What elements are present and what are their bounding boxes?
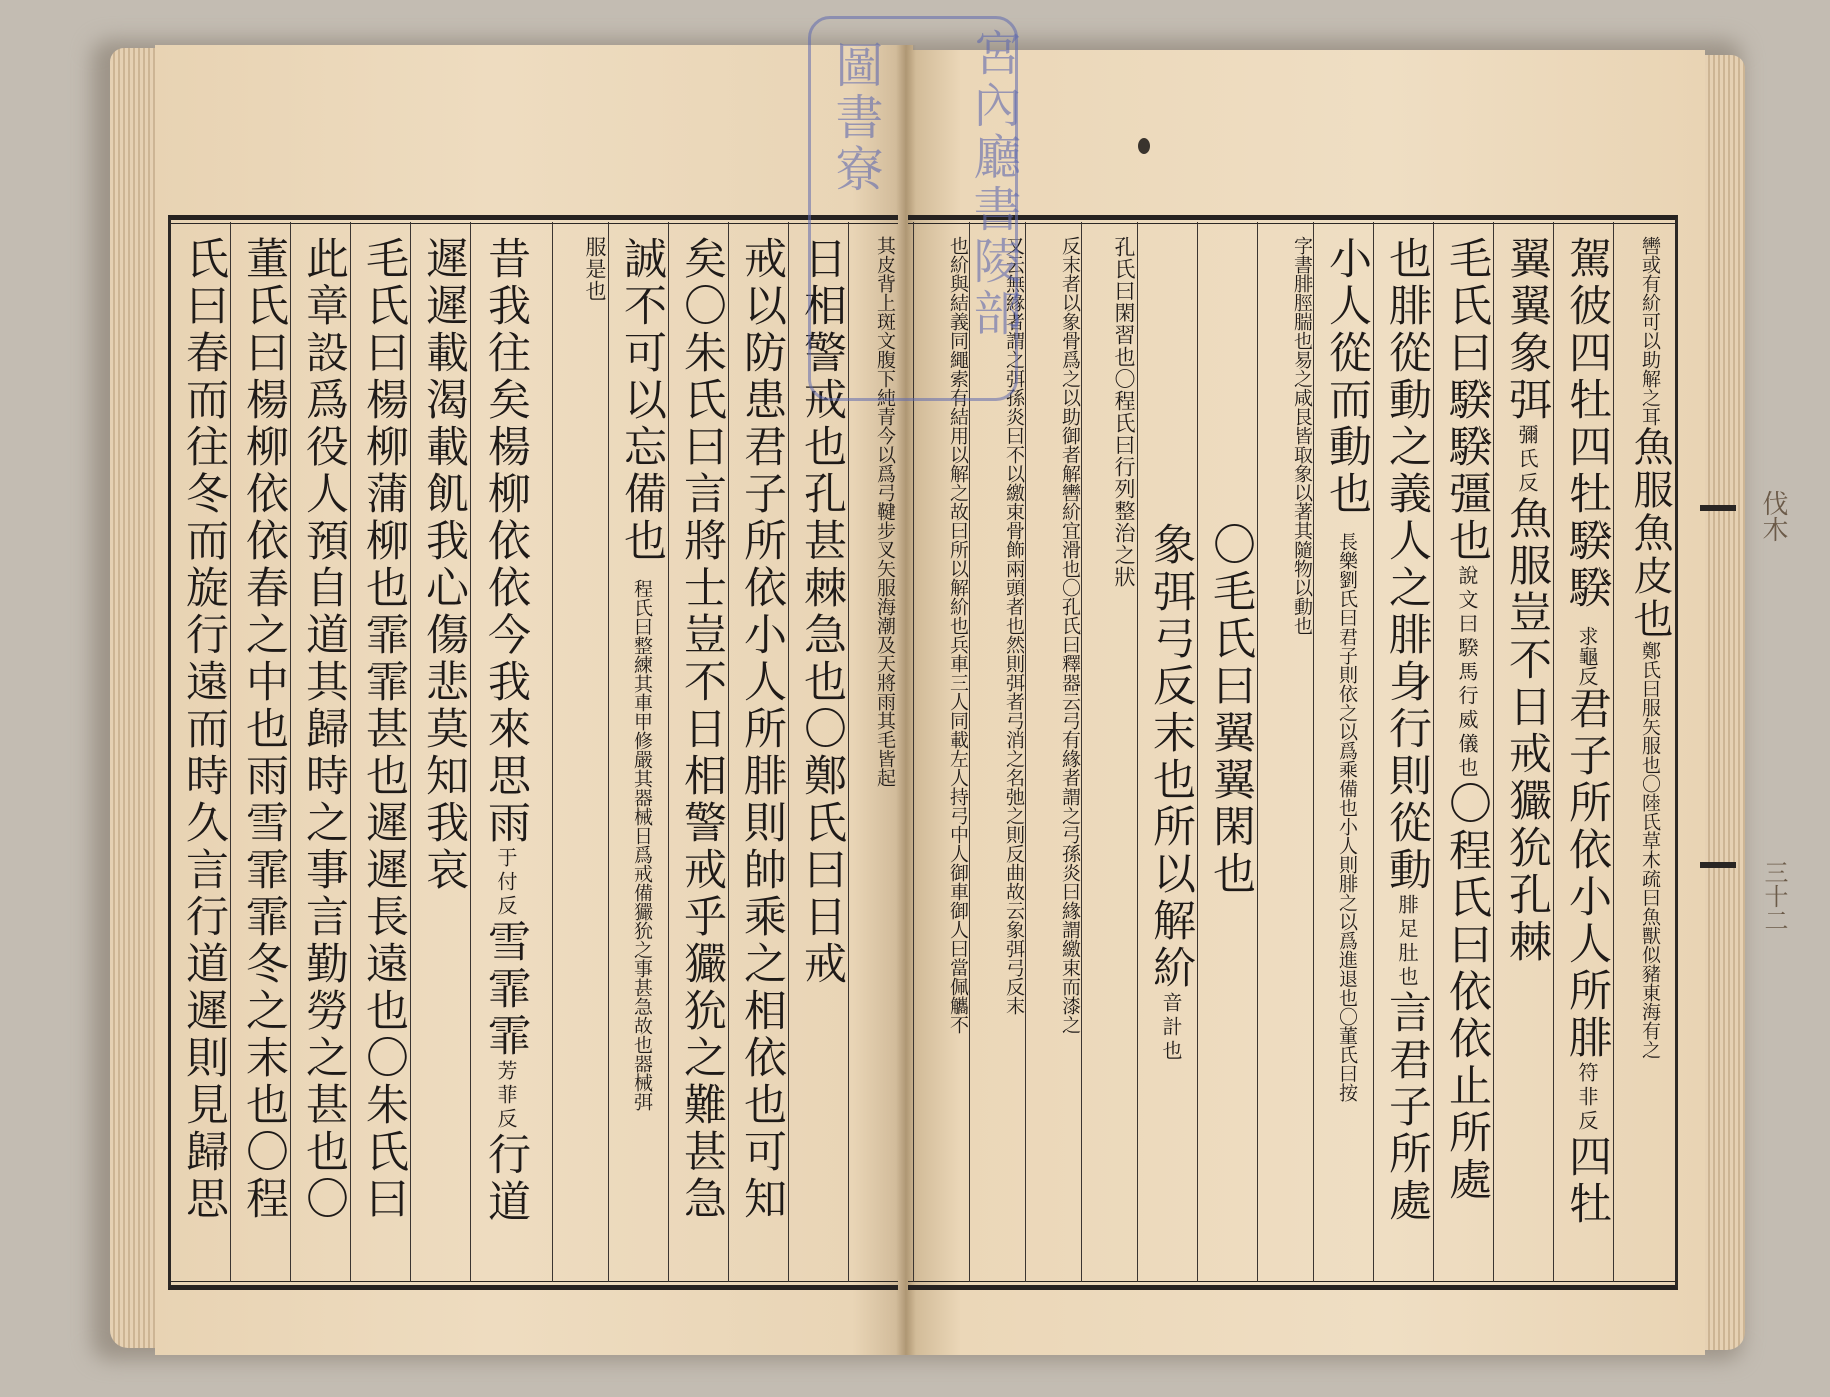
left-col-7: [470, 222, 532, 1282]
left-col-10-text: 此章設爲役人預自道其歸時之事言勤勞之甚也〇: [299, 236, 349, 1223]
right-col-1-text3: 四牡: [1562, 1134, 1612, 1228]
right-col-13-text: 魚服魚皮也: [1627, 426, 1673, 641]
left-col-5: [608, 222, 668, 1282]
right-col-2-text2: 魚服豈不日戒玁狁孔棘: [1502, 496, 1552, 966]
left-col-7-text3: 行道: [481, 1132, 531, 1226]
right-col-3: [1433, 222, 1493, 1282]
left-col-1-note: 其皮背上斑文腹下純青今以爲弓鞬步叉矢服海潮及天將雨其毛皆起: [874, 236, 896, 787]
left-col-7-note: 于付反: [494, 847, 518, 919]
left-col-3: [728, 222, 788, 1282]
right-col-3-text: 毛氏曰騤騤彊也: [1442, 236, 1492, 565]
right-col-7: [1197, 222, 1257, 1282]
right-col-4-note: 腓足肚也: [1395, 894, 1419, 990]
left-col-11: [230, 222, 290, 1282]
right-col-8: [1137, 222, 1197, 1282]
right-col-6-note: 字書腓脛腨也易之咸艮皆取象以著其隨物以動也: [1291, 236, 1313, 635]
right-col-3-note: 說文曰騤馬行威儀也: [1455, 565, 1479, 781]
right-col-2: [1493, 222, 1553, 1282]
right-col-11-note: 又云無緣者謂之弭孫炎曰不以繳束骨飾兩頭者也然則弭者弓消之名弛之則反曲故云象弭弓反末: [1003, 236, 1025, 1015]
left-col-7-text2: 雪霏霏: [481, 919, 531, 1060]
right-col-1-text2: 君子所依小人所腓: [1562, 686, 1612, 1062]
right-col-9: [1081, 222, 1137, 1282]
right-col-4-text: 也腓從動之義人之腓身行則從動: [1382, 236, 1432, 894]
right-col-2-text: 翼翼象弭: [1502, 236, 1552, 424]
right-col-13-note2: 鄭氏曰服矢服也〇陸氏草木疏曰魚獸似豬東海有之: [1639, 641, 1661, 1059]
library-seal-line1: 宮內廳書陵部: [965, 28, 1021, 340]
right-col-5-text: 小人從而動也: [1322, 236, 1372, 518]
left-col-6: [552, 222, 608, 1282]
right-col-9-note: 孔氏曰閑習也〇程氏曰行列整治之狀: [1112, 236, 1136, 588]
left-col-2-text: 日相警戒也孔甚棘急也〇鄭氏曰日戒: [797, 236, 847, 988]
left-col-8-text: 遲遲載渴載飢我心傷悲莫知我哀: [419, 236, 469, 894]
library-seal-line2: 圖書寮: [827, 40, 883, 196]
right-col-10: [1025, 222, 1081, 1282]
right-col-2-note: 彌氏反: [1515, 424, 1539, 496]
left-col-4-text: 矣〇朱氏曰言將士豈不日相警戒乎玁狁之難甚急: [677, 236, 727, 1223]
right-col-5: [1313, 222, 1373, 1282]
right-col-4: [1373, 222, 1433, 1282]
right-page-edges: [1700, 55, 1745, 1350]
fore-edge-label-upper: 伐木: [1758, 490, 1788, 542]
left-col-4: [668, 222, 728, 1282]
left-col-5-note: 程氏曰整練其車甲修嚴其器械日爲戒備玁狁之事甚急故也器械弭: [631, 579, 653, 1111]
left-col-3-text: 戒以防患君子所依小人所腓則帥乘之相依也可知: [737, 236, 787, 1223]
right-col-1-text: 駕彼四牡四牡騤騤: [1562, 236, 1612, 612]
right-col-10-note: 反末者以象骨爲之以助御者解轡紒宜滑也〇孔氏曰釋器云弓有緣者謂之弓孫炎曰緣謂繳束而漆之: [1059, 236, 1081, 1034]
right-col-3-text2: 〇程氏曰依依止所處: [1442, 781, 1492, 1204]
right-col-13-note: 轡或有紒可以助解之耳: [1639, 236, 1661, 426]
left-col-5-text: 誠不可以忘備也: [617, 236, 667, 565]
right-col-12-note: 也紒與結義同繩索有結用以解之故曰所以解紒也兵車三人同載左人持弓中人御車御人曰當佩觿不: [947, 236, 969, 1034]
right-col-5-note: 長樂劉氏曰君子則依之以爲乘備也小人則腓之以爲進退也〇董氏曰按: [1336, 532, 1358, 1102]
fore-edge-label-lower: 三十二: [1760, 860, 1788, 932]
ink-spot: [1138, 138, 1150, 154]
left-col-11-text: 董氏曰楊柳依依春之中也雨雪霏霏冬之末也〇程: [239, 236, 289, 1223]
left-col-12-text: 氏曰春而往冬而旋行遠而時久言行道遲則見歸思: [179, 236, 229, 1223]
left-col-12: [170, 222, 230, 1282]
left-col-6-note: 服是也: [583, 236, 607, 302]
right-col-8-text: 象弭弓反末也所以解紒: [1146, 522, 1196, 992]
right-col-7-text: 〇毛氏曰翼翼閑也: [1206, 522, 1256, 898]
left-col-7-note2: 芳菲反: [494, 1060, 518, 1132]
right-col-8-note: 音計也: [1159, 992, 1183, 1064]
right-col-1-note2: 符非反: [1575, 1062, 1599, 1134]
fore-edge-mark-lower: [1700, 862, 1736, 868]
fore-edge-mark-upper: [1700, 505, 1736, 511]
left-col-9: [350, 222, 410, 1282]
right-col-1-note: 求龜反: [1575, 626, 1599, 686]
left-col-7-text: 昔我往矣楊柳依依今我來思雨: [481, 236, 531, 847]
left-col-8: [410, 222, 470, 1282]
right-col-6: [1257, 222, 1313, 1282]
left-col-9-text: 毛氏曰楊柳蒲柳也霏霏甚也遲遲長遠也〇朱氏曰: [359, 236, 409, 1223]
right-col-4-text2: 言君子所處: [1382, 990, 1432, 1225]
right-col-13: [1613, 222, 1675, 1282]
right-col-1: [1553, 222, 1613, 1282]
left-col-10: [290, 222, 350, 1282]
